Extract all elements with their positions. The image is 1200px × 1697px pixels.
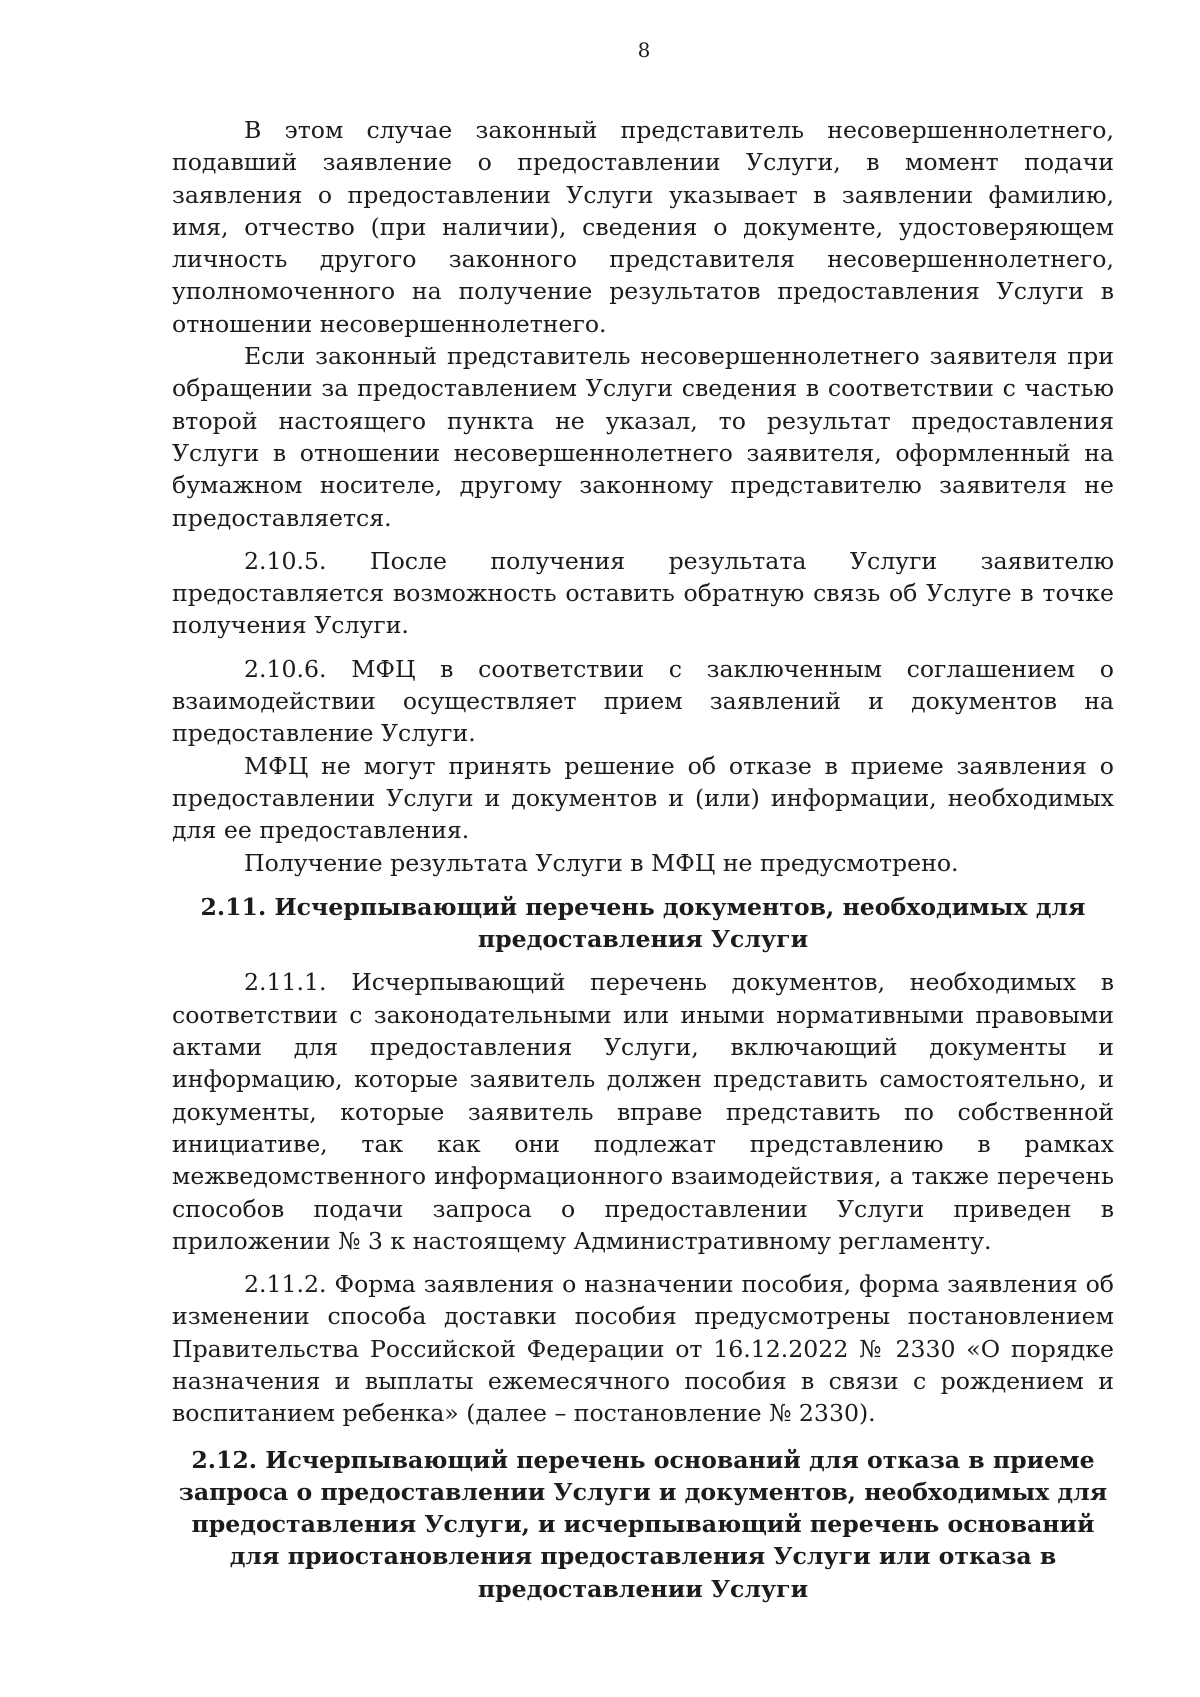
clause-2-11-1: 2.11.1. Исчерпывающий перечень документов, необходимых в соответствии с законодательными или иными нормативными правовыми актами для предоставления Услуги, включающий документы и информацию, которые заявитель должен представить самостоятельно, и документы, которые заявитель вправе представить по собственной инициативе, так как они подлежат представлению в рамках межведомственного информационного взаимодействия, а также перечень способов подачи запроса о предоставлении Услуги приведен в приложении № 3 к настоящему Административному регламенту. bbox=[172, 968, 1114, 1255]
paragraph-representative-info: В этом случае законный представитель несовершеннолетнего, подавший заявление о предоставлении Услуги, в момент подачи заявления о предоставлении Услуги указывает в заявлении фамилию, имя, отчество (при наличии), сведения о документе, удостоверяющем личность другого законного представителя несовершеннолетнего, уполномоченного на получение результатов предоставления Услуги в отношении несовершеннолетнего. bbox=[172, 116, 1114, 338]
section-heading-2-12: 2.12. Исчерпывающий перечень оснований для отказа в приеме запроса о предоставлении Услуги и документов, необходимых для предоставления Услуги, и исчерпывающий перечень оснований для приостановления предоставления Услуги или отказа в предоставлении Услуги bbox=[178, 1445, 1108, 1603]
page-number: 8 bbox=[637, 38, 651, 62]
clause-2-10-5: 2.10.5. После получения результата Услуги заявителю предоставляется возможность оставить обратную связь об Услуге в точке получения Услуги. bbox=[172, 546, 1114, 640]
page-body bbox=[172, 114, 1114, 1605]
clause-2-10-6: 2.10.6. МФЦ в соответствии с заключенным соглашением о взаимодействии осуществляет прием заявлений и документов на предоставление Услуги. bbox=[172, 654, 1114, 748]
section-heading-2-11: 2.11. Исчерпывающий перечень документов, необходимых для предоставления Услуги bbox=[200, 892, 1086, 954]
clause-2-11-2: 2.11.2. Форма заявления о назначении пособия, форма заявления об изменении способа доставки пособия предусмотрены постановлением Правительства Российской Федерации от 16.12.2022 № 2330 «О порядке назначения и выплаты ежемесячного пособия в связи с рождением и воспитанием ребенка» (далее – постановление № 2330). bbox=[172, 1270, 1114, 1428]
paragraph-mfc-cannot-refuse: МФЦ не могут принять решение об отказе в приеме заявления о предоставлении Услуги и документов и (или) информации, необходимых для ее предоставления. bbox=[172, 751, 1114, 845]
paragraph-mfc-result: Получение результата Услуги в МФЦ не предусмотрено. bbox=[244, 848, 959, 877]
paragraph-representative-not-specified: Если законный представитель несовершеннолетнего заявителя при обращении за предоставлением Услуги сведения в соответствии с частью второй настоящего пункта не указал, то результат предоставления Услуги в отношении несовершеннолетнего заявителя, оформленный на бумажном носителе, другому законному представителю заявителя не предоставляется. bbox=[172, 342, 1114, 532]
